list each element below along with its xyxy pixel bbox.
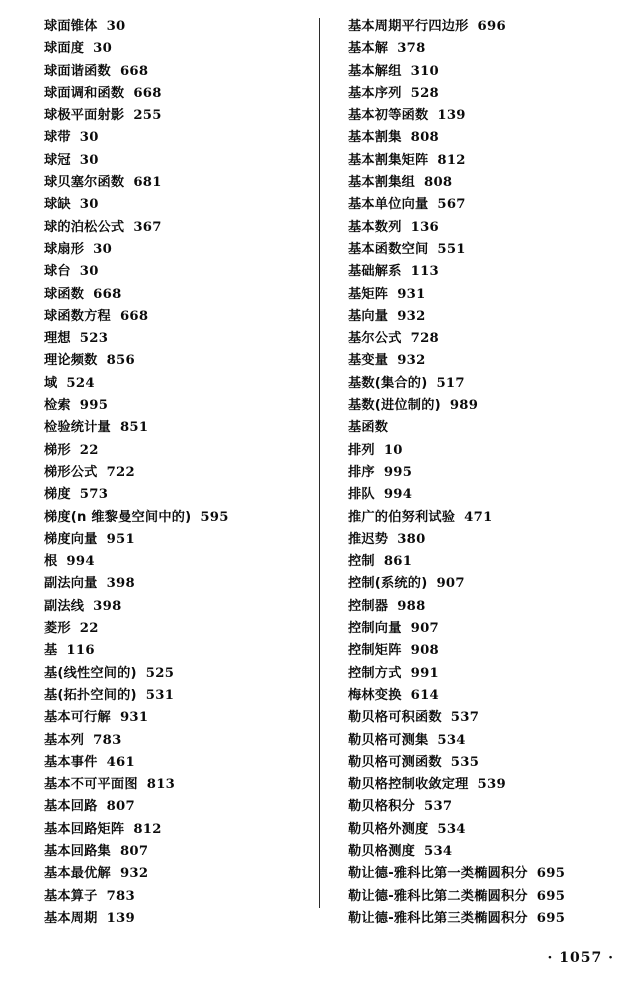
index-entry-page: 994	[383, 487, 413, 503]
index-entry-term: 基本解	[348, 41, 389, 57]
index-entry-term: 基本单位向量	[348, 197, 429, 213]
index-entry-page: 310	[410, 63, 440, 79]
index-entry-page: 807	[106, 799, 135, 815]
index-entry-term: 勒贝格积分	[348, 799, 415, 815]
index-entry-page: 139	[106, 910, 135, 926]
index-entry-term: 勒贝格可测集	[348, 732, 429, 748]
index-entry	[348, 618, 624, 640]
index-entry-page: 807	[119, 843, 149, 859]
index-entry	[44, 484, 311, 506]
index-entry-page: 535	[450, 754, 480, 770]
index-entry-term: 控制器	[348, 598, 389, 614]
index-entry	[44, 618, 311, 640]
index-entry	[44, 462, 311, 484]
index-entry	[348, 105, 624, 127]
index-entry-page: 812	[133, 821, 162, 837]
index-entry-page: 567	[437, 197, 466, 213]
index-entry-page: 994	[66, 554, 95, 570]
index-entry	[348, 529, 624, 551]
index-entry	[44, 663, 311, 685]
index-entry-page: 813	[146, 777, 176, 793]
index-entry-term: 根	[44, 554, 58, 570]
index-entry-page: 537	[450, 710, 480, 726]
index-entry	[44, 417, 311, 439]
index-entry	[44, 596, 311, 618]
index-entry	[348, 908, 624, 930]
index-entry-page: 668	[119, 63, 149, 79]
page-number: · 1057 ·	[547, 950, 614, 966]
index-entry	[348, 863, 624, 885]
index-entry-term: 勒让德-雅科比第三类椭圆积分	[348, 910, 528, 926]
index-entry	[348, 127, 624, 149]
index-entry-term: 梯度(n 维黎曼空间中的)	[44, 509, 192, 525]
index-entry-term: 基尔公式	[348, 331, 402, 347]
index-entry	[44, 306, 311, 328]
index-entry-term: 勒贝格可积函数	[348, 710, 442, 726]
index-entry	[348, 596, 624, 618]
index-entry-term: 基本数列	[348, 219, 402, 235]
index-entry	[44, 841, 311, 863]
index-entry	[44, 172, 311, 194]
index-entry-term: 检索	[44, 398, 71, 414]
index-entry	[348, 886, 624, 908]
index-entry-term: 基(拓扑空间的)	[44, 687, 137, 703]
index-column-right	[330, 14, 624, 934]
index-entry-term: 排序	[348, 464, 375, 480]
index-entry-page: 525	[145, 665, 175, 681]
index-entry	[44, 573, 311, 595]
index-entry	[44, 105, 311, 127]
index-entry-term: 基本回路集	[44, 843, 111, 859]
index-entry	[44, 261, 311, 283]
index-entry	[44, 529, 311, 551]
index-entry-page: 995	[79, 398, 109, 414]
index-entry-term: 球贝塞尔函数	[44, 175, 125, 191]
index-entry-page: 523	[79, 331, 109, 347]
index-entry-page: 783	[93, 732, 122, 748]
index-entry-page: 136	[410, 219, 440, 235]
index-entry-page: 116	[66, 643, 95, 659]
index-entry-term: 推迟势	[348, 531, 389, 547]
index-entry	[44, 83, 311, 105]
index-entry-page: 808	[423, 175, 453, 191]
index-entry	[44, 863, 311, 885]
index-entry	[348, 395, 624, 417]
index-entry	[44, 217, 311, 239]
index-entry-term: 基本最优解	[44, 866, 111, 882]
index-entry	[348, 261, 624, 283]
index-entry	[44, 150, 311, 172]
index-entry	[348, 685, 624, 707]
index-entry	[44, 373, 311, 395]
index-entry	[348, 83, 624, 105]
index-entry-page: 812	[437, 152, 466, 168]
index-entry-page: 808	[410, 130, 440, 146]
index-entry	[348, 774, 624, 796]
index-entry-term: 排队	[348, 487, 375, 503]
index-entry	[348, 796, 624, 818]
index-entry-term: 基本周期	[44, 910, 98, 926]
index-entry	[44, 328, 311, 350]
index-entry-page: 861	[383, 554, 413, 570]
index-entry	[44, 507, 311, 529]
index-entry	[348, 573, 624, 595]
index-entry	[44, 395, 311, 417]
index-entry	[348, 417, 624, 439]
index-entry-page: 696	[477, 19, 506, 34]
index-entry-term: 域	[44, 375, 58, 391]
index-entry-page: 367	[133, 219, 162, 235]
index-entry-page: 30	[79, 197, 99, 213]
index-entry-term: 基向量	[348, 308, 389, 324]
index-entry-term: 球函数	[44, 286, 85, 302]
index-entry-term: 基数(集合的)	[348, 375, 428, 391]
index-entry-term: 勒让德-雅科比第二类椭圆积分	[348, 888, 528, 904]
index-entry-term: 基本割集组	[348, 175, 415, 191]
index-entry	[348, 841, 624, 863]
index-entry-term: 基本算子	[44, 888, 98, 904]
index-entry-page: 907	[436, 576, 465, 592]
index-entry-term: 菱形	[44, 621, 71, 637]
index-entry-page: 378	[397, 41, 426, 57]
index-entry-page: 22	[79, 442, 99, 458]
index-entry-term: 副法向量	[44, 576, 98, 592]
index-entry	[44, 194, 311, 216]
index-entry	[44, 284, 311, 306]
index-entry	[44, 819, 311, 841]
index-entry-term: 基本不可平面图	[44, 777, 138, 793]
index-entry-term: 球缺	[44, 197, 71, 213]
index-entry-page: 783	[106, 888, 135, 904]
index-entry-page: 30	[79, 130, 99, 146]
index-entry	[348, 462, 624, 484]
index-entry-page: 695	[536, 888, 566, 904]
index-entry	[348, 306, 624, 328]
index-entry-term: 勒贝格控制收敛定理	[348, 777, 469, 793]
index-entry-term: 球函数方程	[44, 308, 111, 324]
index-entry-term: 基数(进位制的)	[348, 398, 441, 414]
index-entry-term: 勒贝格外测度	[348, 821, 429, 837]
index-entry-page: 10	[383, 442, 403, 458]
index-entry-page: 534	[437, 732, 466, 748]
column-divider	[319, 18, 320, 908]
index-entry-term: 球极平面射影	[44, 108, 125, 124]
index-entry	[44, 886, 311, 908]
index-entry-term: 基本解组	[348, 63, 402, 79]
index-entry-page: 932	[119, 866, 149, 882]
index-entry	[348, 239, 624, 261]
index-entry-term: 基矩阵	[348, 286, 389, 302]
index-entry-term: 基变量	[348, 353, 389, 369]
index-entry	[348, 373, 624, 395]
index-entry-page: 907	[410, 621, 440, 637]
index-entry	[44, 752, 311, 774]
index-entry-page: 681	[133, 175, 162, 191]
index-entry-page: 380	[397, 531, 426, 547]
index-entry	[348, 507, 624, 529]
index-entry-page: 30	[79, 264, 99, 280]
index-entry-page: 573	[79, 487, 109, 503]
index-entry-page: 668	[93, 286, 122, 302]
index-entry	[348, 707, 624, 729]
index-entry-term: 基本割集矩阵	[348, 152, 429, 168]
index-entry-term: 基本事件	[44, 754, 98, 770]
index-entry	[348, 194, 624, 216]
index-entry-term: 控制矩阵	[348, 643, 402, 659]
index-columns	[16, 14, 624, 934]
index-entry	[44, 774, 311, 796]
index-entry-page: 932	[397, 353, 426, 369]
index-entry	[348, 551, 624, 573]
index-entry	[348, 440, 624, 462]
index-entry	[44, 239, 311, 261]
index-entry-page: 908	[410, 643, 440, 659]
index-entry-page: 255	[133, 108, 162, 124]
index-entry	[44, 350, 311, 372]
index-entry	[44, 38, 311, 60]
index-entry	[348, 38, 624, 60]
index-entry	[44, 16, 311, 38]
index-entry-term: 勒贝格测度	[348, 843, 415, 859]
index-entry	[348, 172, 624, 194]
index-entry-page: 30	[79, 152, 99, 168]
index-entry-page: 524	[66, 375, 95, 391]
index-entry-term: 基本周期平行四边形	[348, 19, 469, 34]
index-entry-page: 139	[437, 108, 466, 124]
index-entry-page: 398	[106, 576, 135, 592]
index-entry	[348, 640, 624, 662]
index-entry	[348, 663, 624, 685]
index-entry	[44, 730, 311, 752]
index-entry-page: 471	[464, 509, 493, 525]
index-entry	[348, 284, 624, 306]
index-entry-term: 理想	[44, 331, 71, 347]
index-entry-page: 668	[119, 308, 149, 324]
index-entry	[44, 908, 311, 930]
index-entry-term: 副法线	[44, 598, 85, 614]
index-entry-term: 梯度	[44, 487, 71, 503]
index-entry-term: 球冠	[44, 152, 71, 168]
index-entry-term: 推广的伯努利试验	[348, 509, 456, 525]
index-entry-term: 基础解系	[348, 264, 402, 280]
index-entry	[44, 707, 311, 729]
index-entry-page: 537	[423, 799, 453, 815]
index-entry-page: 30	[93, 41, 113, 57]
index-entry-page: 534	[423, 843, 453, 859]
index-entry	[348, 350, 624, 372]
index-entry-term: 控制方式	[348, 665, 402, 681]
index-entry-page: 30	[93, 241, 113, 257]
index-entry-term: 球的泊松公式	[44, 219, 125, 235]
index-entry	[44, 640, 311, 662]
index-entry-term: 基本回路	[44, 799, 98, 815]
index-entry-page: 113	[410, 264, 440, 280]
index-entry-page: 932	[397, 308, 426, 324]
index-entry	[348, 150, 624, 172]
index-entry-page: 30	[106, 19, 126, 34]
index-entry-term: 基本回路矩阵	[44, 821, 125, 837]
index-entry-term: 球面调和函数	[44, 85, 125, 101]
index-entry-page: 398	[93, 598, 122, 614]
index-entry-term: 梯形	[44, 442, 71, 458]
index-entry-page: 22	[79, 621, 99, 637]
index-entry-page: 728	[410, 331, 440, 347]
index-entry-page: 988	[397, 598, 426, 614]
index-entry	[348, 61, 624, 83]
index-entry-page: 539	[477, 777, 506, 793]
index-entry-page: 695	[536, 866, 566, 882]
index-entry-term: 理论频数	[44, 353, 98, 369]
index-entry-term: 基函数	[348, 420, 389, 436]
index-entry	[44, 127, 311, 149]
index-entry-page: 851	[119, 420, 149, 436]
index-entry-term: 球台	[44, 264, 71, 280]
index-entry	[44, 685, 311, 707]
index-entry-term: 球面锥体	[44, 19, 98, 34]
index-entry-term: 勒让德-雅科比第一类椭圆积分	[348, 866, 528, 882]
index-entry-term: 基本可行解	[44, 710, 111, 726]
index-entry-page: 531	[145, 687, 175, 703]
index-entry-page: 856	[106, 353, 135, 369]
index-entry-term: 球扇形	[44, 241, 85, 257]
index-entry	[44, 551, 311, 573]
index-entry-page: 989	[449, 398, 479, 414]
index-entry-term: 梯度向量	[44, 531, 98, 547]
index-entry	[348, 484, 624, 506]
index-entry-page: 931	[397, 286, 426, 302]
index-entry	[44, 440, 311, 462]
index-entry	[348, 730, 624, 752]
index-entry-term: 球带	[44, 130, 71, 146]
index-entry-page: 528	[410, 85, 440, 101]
index-entry-term: 基本序列	[348, 85, 402, 101]
index-entry-term: 梅林变换	[348, 687, 402, 703]
index-entry	[348, 328, 624, 350]
index-entry-term: 基本函数空间	[348, 241, 429, 257]
index-entry-page: 551	[437, 241, 466, 257]
index-entry-term: 控制	[348, 554, 375, 570]
index-entry-page: 614	[410, 687, 440, 703]
index-entry-term: 排列	[348, 442, 375, 458]
index-entry-page: 595	[200, 509, 229, 525]
index-entry-page: 668	[133, 85, 162, 101]
index-entry-term: 基(线性空间的)	[44, 665, 137, 681]
index-entry-term: 基本列	[44, 732, 85, 748]
index-entry-term: 控制向量	[348, 621, 402, 637]
index-entry-term: 基本割集	[348, 130, 402, 146]
index-entry-page: 991	[410, 665, 440, 681]
index-entry-page: 951	[106, 531, 135, 547]
index-entry-page: 695	[536, 910, 566, 926]
index-entry	[348, 16, 624, 38]
index-entry-term: 控制(系统的)	[348, 576, 428, 592]
index-entry-term: 球面度	[44, 41, 85, 57]
index-entry-term: 基本初等函数	[348, 108, 429, 124]
index-entry	[348, 819, 624, 841]
index-entry-page: 517	[436, 375, 465, 391]
index-entry-term: 勒贝格可测函数	[348, 754, 442, 770]
index-entry-page: 461	[106, 754, 135, 770]
index-entry	[348, 217, 624, 239]
index-entry-term: 梯形公式	[44, 464, 98, 480]
index-entry-term: 球面谐函数	[44, 63, 111, 79]
index-entry-term: 基	[44, 643, 58, 659]
index-entry-page: 931	[119, 710, 149, 726]
index-entry-page: 722	[106, 464, 135, 480]
index-entry-page: 995	[383, 464, 413, 480]
index-entry	[44, 796, 311, 818]
index-entry-term: 检验统计量	[44, 420, 111, 436]
index-entry	[44, 61, 311, 83]
index-entry	[348, 752, 624, 774]
index-entry-page: 534	[437, 821, 466, 837]
index-column-left	[16, 14, 311, 934]
